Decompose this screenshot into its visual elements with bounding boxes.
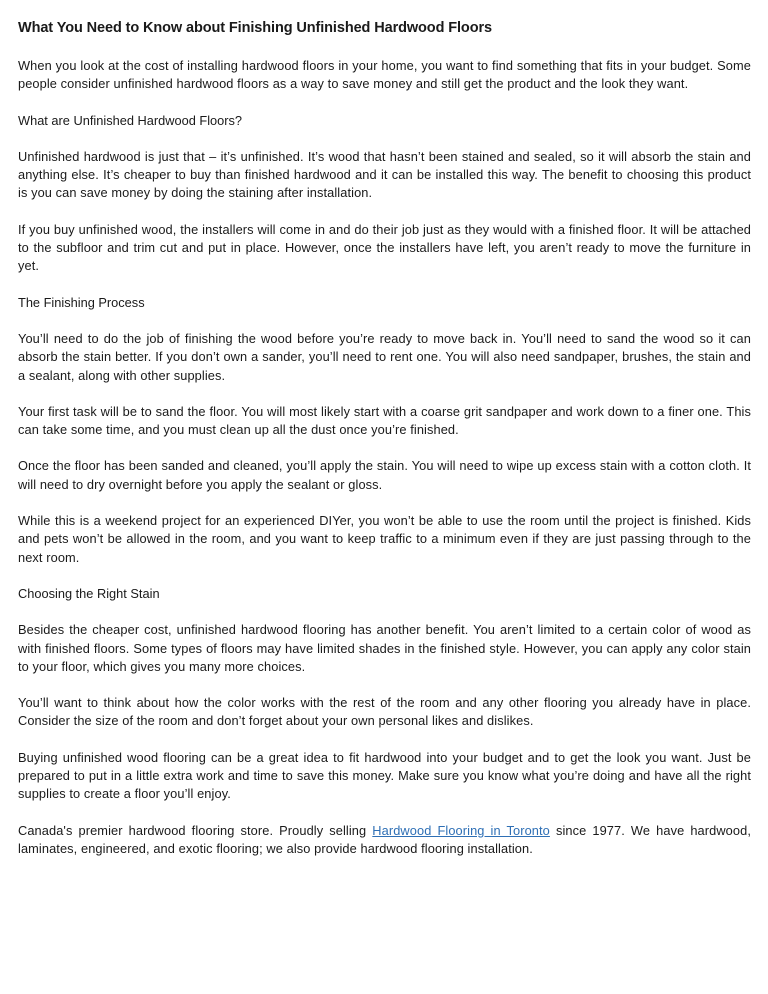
paragraph-budget: Buying unfinished wood flooring can be a great idea to fit hardwood into your budget and to get the look you want. Just be prepared to put in a little extra work and time to save this money. Make sure you know what you’re doing and have all the right supplies to create a floor you’ll enjoy. [18,749,751,802]
paragraph-weekend-project: While this is a weekend project for an experienced DIYer, you won’t be able to use the room until the project is finished. Kids and pets won’t be allowed in the room, and you want to keep traffic to a minimum even if they are just passing through to the next room. [18,513,751,565]
section-heading-unfinished: What are Unfinished Hardwood Floors? [18,112,243,128]
intro-paragraph: When you look at the cost of installing hardwood floors in your home, you want to find something that fits in your budget. Some people consider unfinished hardwood floors as a way to save money and still get the product and the look they want. [18,58,751,92]
paragraph-color-choice: You’ll want to think about how the color works with the rest of the room and any other flooring you already have in place. Consider the size of the room and don’t forget about your own personal likes and dislikes. [18,695,751,729]
footer-text-before-link: Canada's premier hardwood flooring store. Proudly selling [18,822,373,838]
section-heading-finishing-process: The Finishing Process [18,294,145,310]
paragraph-finishing-prep: You’ll need to do the job of finishing the wood before you’re ready to move back in. You’ll need to sand the wood so it can absorb the stain better. If you don’t own a sander, you’ll need to rent one. You will also need sandpaper, brushes, the stain and a sealant, along with other supplies. [18,330,751,383]
paragraph-cheaper-cost: Besides the cheaper cost, unfinished hardwood flooring has another benefit. You aren’t limited to a certain color of wood as with finished floors. Some types of floors may have limited shades in the finished style. However, you can apply any color stain to your floor, which gives you many more choices. [18,622,751,674]
section-heading-choosing-stain: Choosing the Right Stain [18,585,160,601]
footer-text-after-link: since 1977. We have hardwood, laminates, engineered, and exotic flooring; we also provide hardwood flooring installation. [18,822,751,856]
paragraph-staining: Once the floor has been sanded and cleaned, you’ll apply the stain. You will need to wipe up excess stain with a cotton cloth. It will need to dry overnight before you apply the sealant or gloss. [18,458,751,492]
paragraph-installers: If you buy unfinished wood, the installers will come in and do their job just as they would with a finished floor. It will be attached to the subfloor and trim cut and put in place. However, once the installers have left, you aren’t ready to move the furniture in yet. [18,221,751,274]
document-title: What You Need to Know about Finishing Unfinished Hardwood Floors [18,20,492,36]
paragraph-unfinished-definition: Unfinished hardwood is just that – it’s unfinished. It’s wood that hasn’t been stained and sealed, so it will absorb the stain and anything else. It’s cheaper to buy than finished hardwood and it can be installed this way. The benefit to choosing this product is you can save money by doing the staining after installation. [18,148,751,201]
paragraph-sanding: Your first task will be to sand the floor. You will most likely start with a coarse grit sandpaper and work down to a finer one. This can take some time, and you must clean up all the dust once you’re finished. [18,403,751,438]
document-page [18,18,751,876]
hardwood-flooring-toronto-link[interactable]: Hardwood Flooring in Toronto [372,822,550,838]
footer-paragraph [18,822,751,859]
